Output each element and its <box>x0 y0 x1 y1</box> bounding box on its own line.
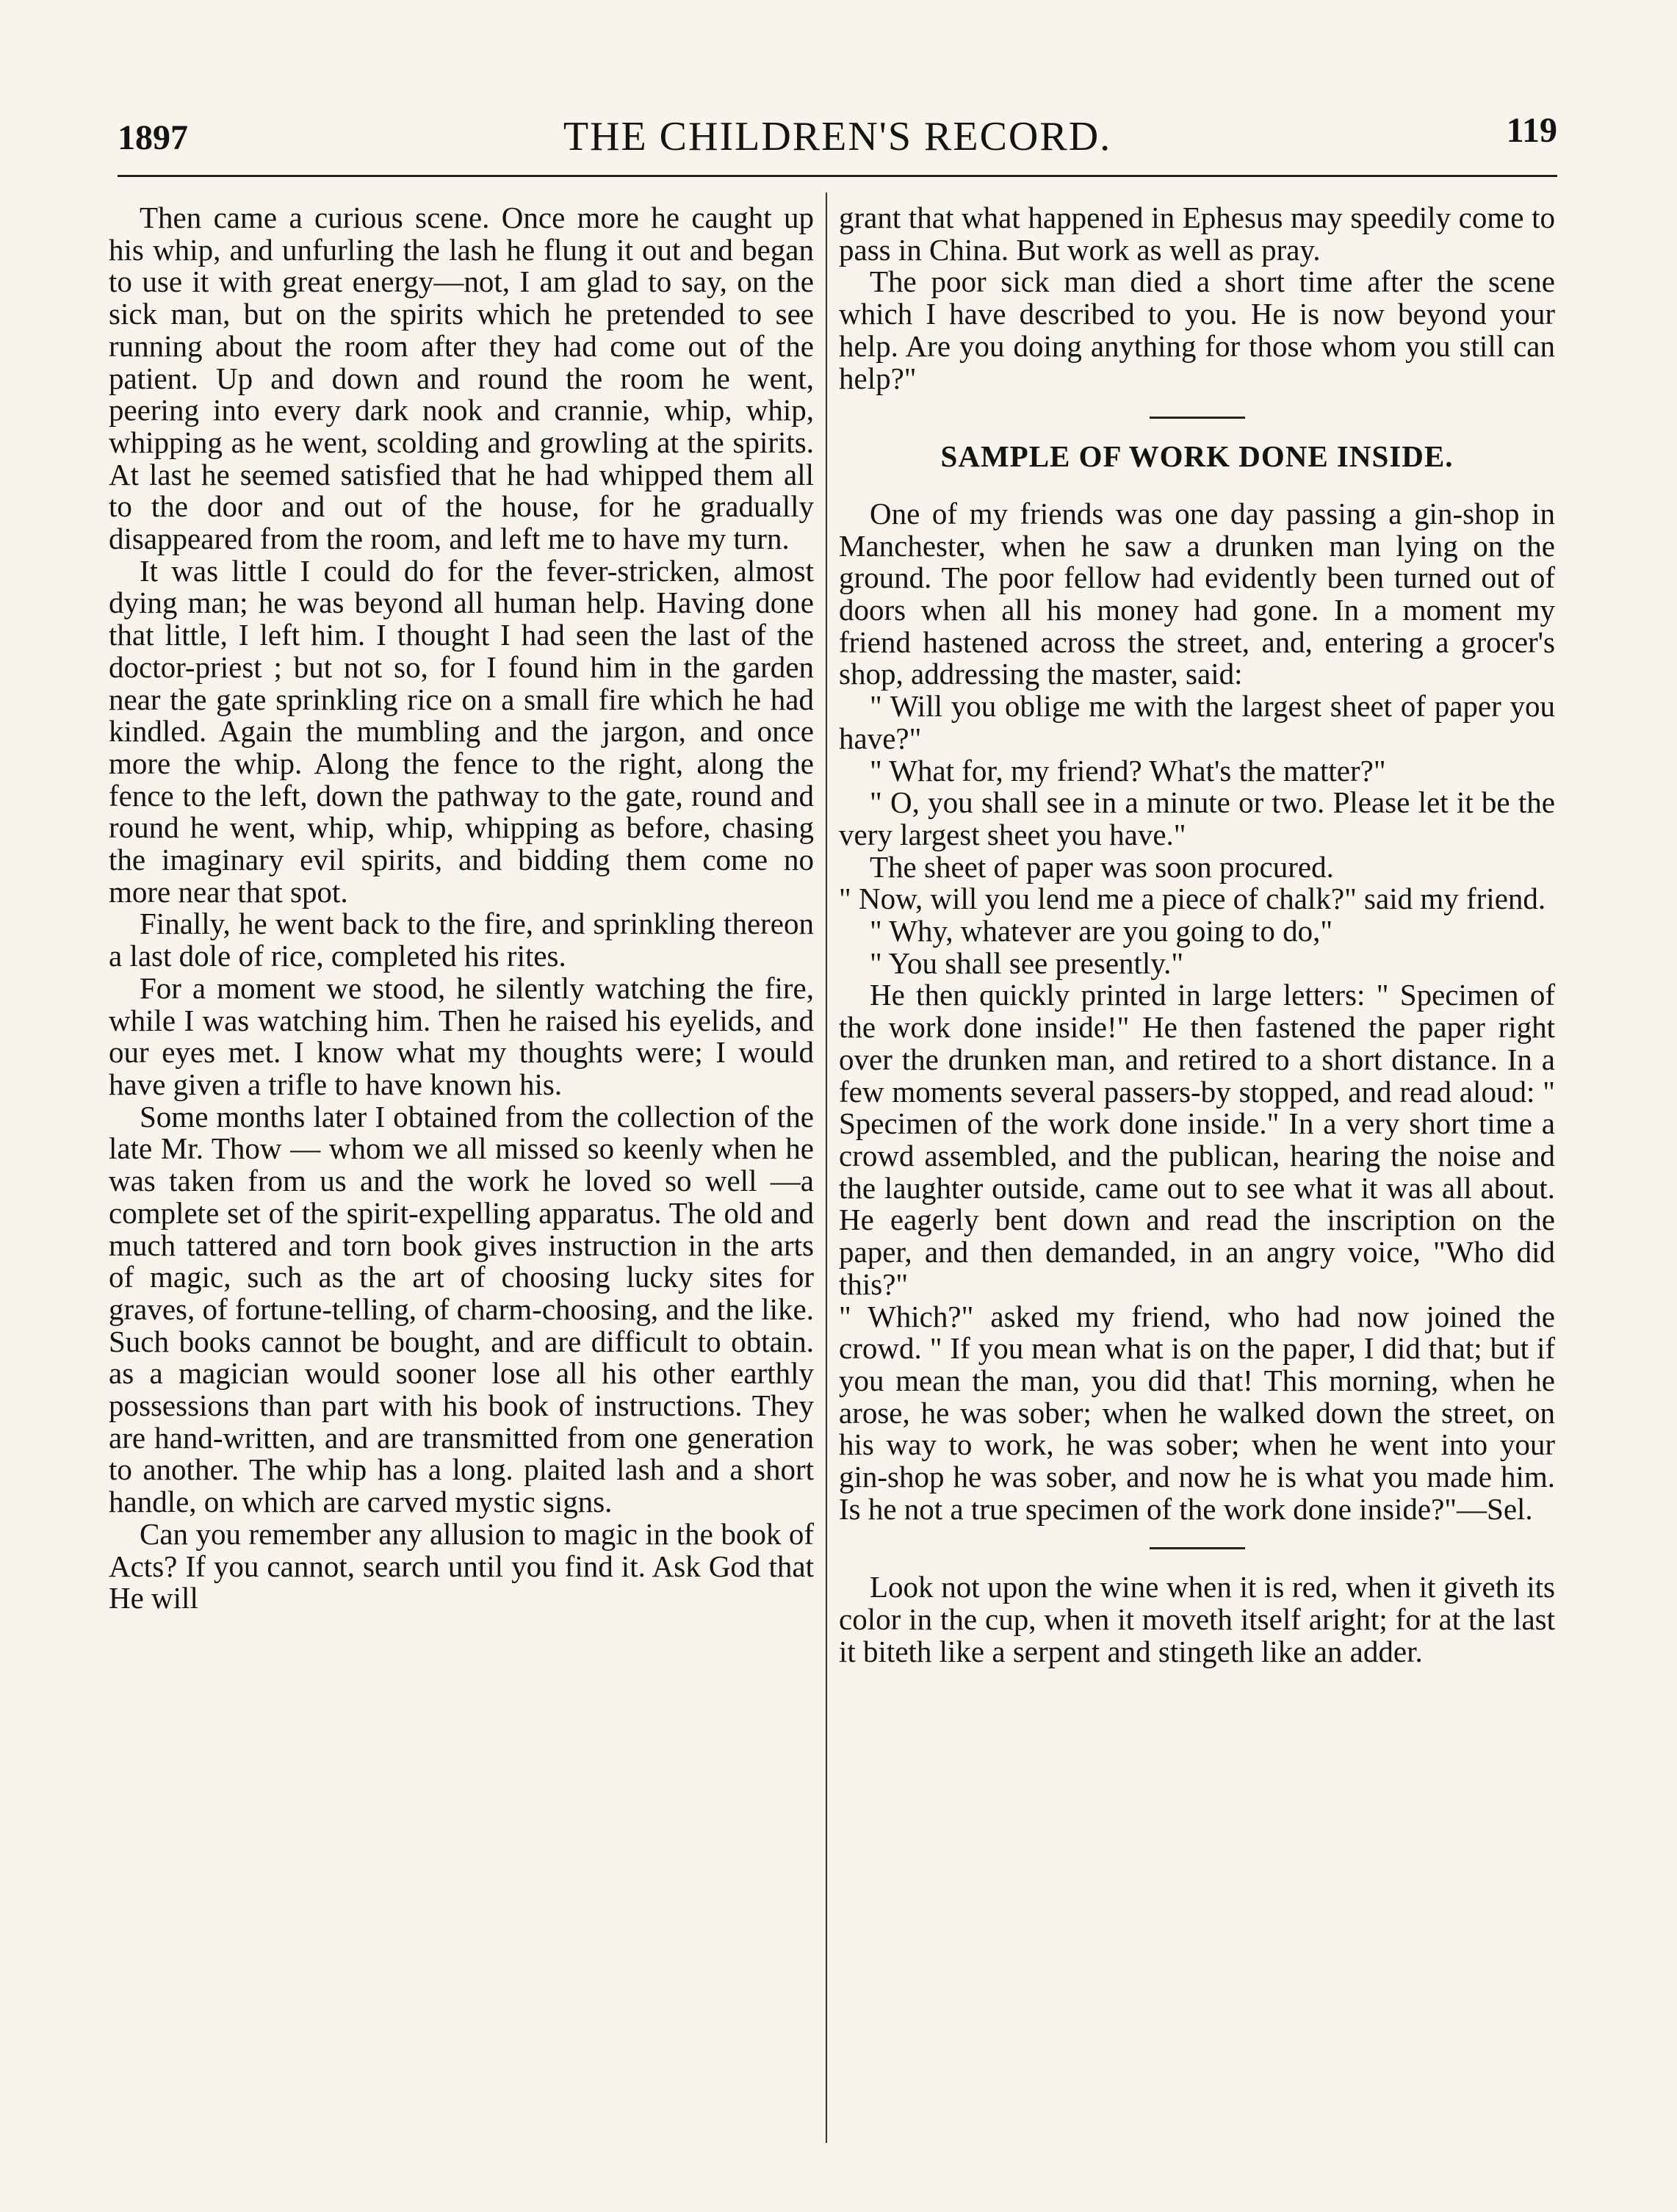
section-paragraph-5: The sheet of paper was soon procured. <box>870 849 1334 884</box>
section-paragraph-4: " O, you shall see in a minute or two. Please let it be the very largest sheet you have." <box>839 785 1555 851</box>
closing-rule <box>1150 1547 1245 1549</box>
section-paragraph-3: " What for, my friend? What's the matter?" <box>870 753 1386 788</box>
right-continuation-1: grant that what happened in Ephesus may speedily come to pass in China. But work as well as pray. <box>839 201 1555 267</box>
left-paragraph-5: Some months later I obtained from the collection of the late Mr. Thow — whom we all missed so keenly when he was taken from us and the work he loved so well —a complete set of the spirit-expelling apparatus. The old and much tattered and torn book gives instruction in the arts of magic, such as the art of choosing lucky sites for graves, of fortune-telling, of charm-choosing, and the like. Such books cannot be bought, and are difficult to obtain. as a magician would sooner lose all his other earthly possessions than part with his book of instructions. They are hand-written, and are transmitted from one generation to another. The whip has a long. plaited lash and a short handle, on which are carved mystic signs. <box>109 1099 814 1519</box>
page-header <box>118 103 1557 169</box>
section-paragraph-9: He then quickly printed in large letters: " Specimen of the work done inside!" He then fastened the paper right over the drunken man, and retired to a short distance. In a few moments several passers-by stopped, and read aloud: " Specimen of the work done inside." In a very short time a crowd assembled, and the publican, hearing the noise and the laughter outside, came out to see what it was all about. He eagerly bent down and read the inscription on the paper, and then demanded, in an angry voice, "Who did this?" <box>839 978 1555 1301</box>
section-heading: SAMPLE OF WORK DONE INSIDE. <box>940 439 1454 474</box>
left-paragraph-1: Then came a curious scene. Once more he caught up his whip, and unfurling the lash he flung it out and began to use it with great energy—not, I am glad to say, on the sick man, but on the spirits which he pretended to see running about the room after they had come out of the patient. Up and down and round the room he went, peering into every dark nook and crannie, whip, whip, whipping as he went, scolding and growling at the spirits. At last he seemed satisfied that he had whipped them all to the door and out of the house, for he gradually disappeared from the room, and left me to have my turn. <box>109 201 814 556</box>
section-paragraph-7: " Why, whatever are you going to do," <box>870 914 1333 948</box>
header-page-number: 119 <box>1506 111 1557 150</box>
left-column <box>109 202 814 1615</box>
column-divider <box>826 192 827 2143</box>
section-paragraph-1: One of my friends was one day passing a gin-shop in Manchester, when he saw a drunken man lying on the ground. The poor fellow had evidently been turned out of doors when all his money had gone. In a moment my friend hastened across the street, and, entering a grocer's shop, addressing the master, said: <box>839 496 1555 691</box>
section-paragraph-8: " You shall see presently." <box>870 945 1184 980</box>
left-paragraph-2: It was little I could do for the fever-stricken, almost dying man; he was beyond all human help. Having done that little, I left him. I thought I had seen the last of the doctor-priest ; but not so, for I found him in the garden near the gate sprinkling rice on a small fire which he had kindled. Again the mumbling and the jargon, and once more the whip. Along the fence to the right, along the fence to the left, down the pathway to the gate, round and round he went, whip, whip, whipping as before, chasing the imaginary evil spirits, and bidding them come no more near that spot. <box>109 553 814 909</box>
left-paragraph-4: For a moment we stood, he silently watching the fire, while I was watching him. Then he raised his eyelids, and our eyes met. I know what my thoughts were; I would have given a trifle to have known his. <box>109 970 814 1101</box>
right-continuation-2: The poor sick man died a short time after the scene which I have described to you. He is now beyond your help. Are you doing anything for those whom you still can help?" <box>839 264 1555 395</box>
closing-quote: Look not upon the wine when it is red, when it giveth its color in the cup, when it moveth itself aright; for at the last it biteth like a serpent and stingeth like an adder. <box>839 1570 1555 1668</box>
left-paragraph-6: Can you remember any allusion to magic in the book of Acts? If you cannot, search until you find it. Ask God that He will <box>109 1516 814 1615</box>
section-paragraph-10: " Which?" asked my friend, who had now joined the crowd. " If you mean what is on the paper, I did that; but if you mean the man, you did that! This morning, when he arose, he was sober; when he walked down the street, on his way to work, he was sober; when he went into your gin-shop he was sober, and now he is what you made him. Is he not a true specimen of the work done inside?"—Sel. <box>839 1299 1555 1526</box>
section-paragraph-2: " Will you oblige me with the largest sheet of paper you have?" <box>839 689 1555 755</box>
section-rule <box>1150 417 1245 419</box>
section-paragraph-6: " Now, will you lend me a piece of chalk?" said my friend. <box>839 882 1546 916</box>
left-paragraph-3: Finally, he went back to the fire, and sprinkling thereon a last dole of rice, completed his rites. <box>109 907 814 973</box>
header-year: 1897 <box>118 118 188 157</box>
header-title: THE CHILDREN'S RECORD. <box>563 114 1112 159</box>
header-rule <box>118 175 1557 177</box>
right-column <box>839 202 1555 1668</box>
